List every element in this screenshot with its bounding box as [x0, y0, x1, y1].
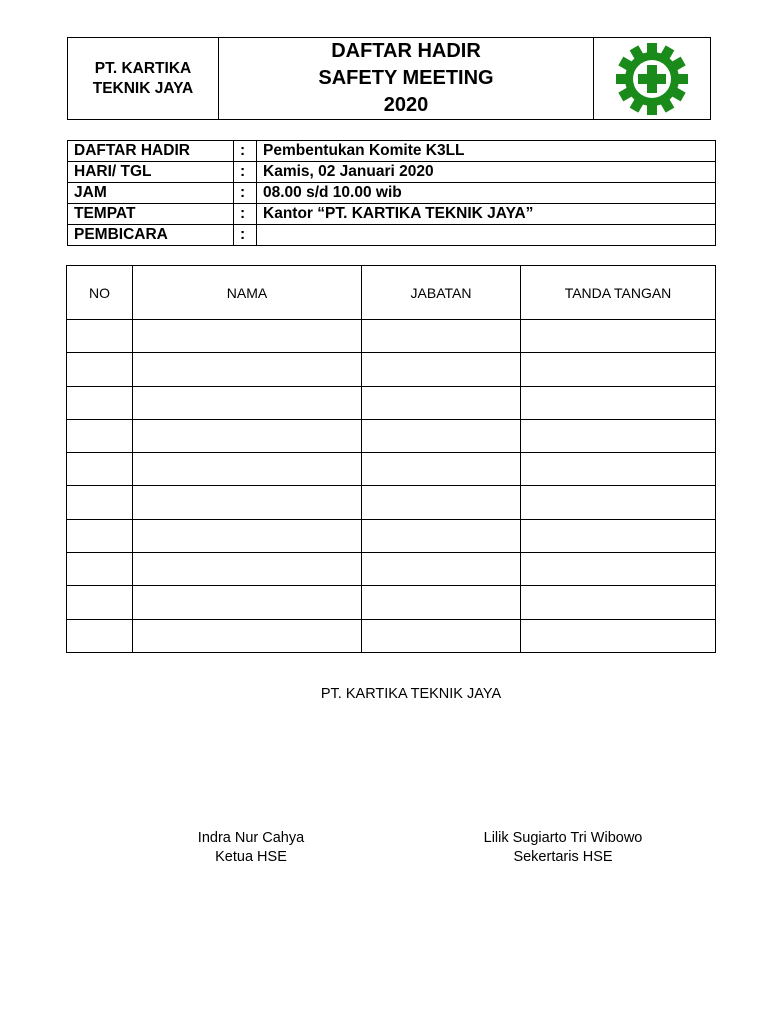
signer-role: Sekertaris HSE — [513, 849, 613, 865]
signature-company: PT. KARTIKA TEKNIK JAYA — [320, 686, 502, 702]
cell-jabatan[interactable] — [362, 519, 521, 552]
cell-nama[interactable] — [133, 320, 362, 353]
cell-tanda-tangan[interactable] — [521, 320, 716, 353]
cell-nama[interactable] — [133, 386, 362, 419]
document-title — [219, 38, 594, 120]
info-value: Kamis, 02 Januari 2020 — [257, 162, 716, 183]
info-colon: : — [234, 225, 257, 246]
cell-jabatan[interactable] — [362, 486, 521, 519]
signature-block-ketua — [181, 829, 321, 867]
cell-tanda-tangan[interactable] — [521, 553, 716, 586]
header-no: NO — [67, 266, 133, 320]
info-row — [68, 204, 716, 225]
cell-jabatan[interactable] — [362, 453, 521, 486]
cell-no[interactable] — [67, 519, 133, 552]
info-row — [68, 162, 716, 183]
title-line-1: DAFTAR HADIR — [331, 40, 481, 62]
cell-no[interactable] — [67, 453, 133, 486]
title-line-3: 2020 — [383, 94, 429, 116]
info-row — [68, 141, 716, 162]
cell-tanda-tangan[interactable] — [521, 486, 716, 519]
cell-no[interactable] — [67, 619, 133, 652]
cell-tanda-tangan[interactable] — [521, 386, 716, 419]
cell-jabatan[interactable] — [362, 386, 521, 419]
info-row — [68, 183, 716, 204]
attendance-header-row — [67, 266, 716, 320]
info-value: Kantor “PT. KARTIKA TEKNIK JAYA” — [257, 204, 716, 225]
info-colon: : — [234, 162, 257, 183]
table-row — [67, 320, 716, 353]
cell-jabatan[interactable] — [362, 553, 521, 586]
table-row — [67, 353, 716, 386]
title-line-2: SAFETY MEETING — [318, 67, 494, 89]
info-colon: : — [234, 204, 257, 225]
cell-tanda-tangan[interactable] — [521, 519, 716, 552]
cell-nama[interactable] — [133, 419, 362, 452]
document-header — [67, 37, 711, 120]
info-value: 08.00 s/d 10.00 wib — [257, 183, 716, 204]
cell-no[interactable] — [67, 386, 133, 419]
info-label: HARI/ TGL — [68, 162, 234, 183]
info-label: JAM — [68, 183, 234, 204]
info-value — [257, 225, 716, 246]
company-line-2: TEKNIK JAYA — [92, 79, 194, 97]
cell-jabatan[interactable] — [362, 353, 521, 386]
info-colon: : — [234, 183, 257, 204]
signature-block-sekertaris — [470, 829, 656, 867]
cell-nama[interactable] — [133, 619, 362, 652]
cell-no[interactable] — [67, 320, 133, 353]
cell-nama[interactable] — [133, 519, 362, 552]
cell-jabatan[interactable] — [362, 419, 521, 452]
cell-no[interactable] — [67, 353, 133, 386]
table-row — [67, 553, 716, 586]
info-label: DAFTAR HADIR — [68, 141, 234, 162]
signer-name: Lilik Sugiarto Tri Wibowo — [483, 830, 643, 846]
cell-no[interactable] — [67, 486, 133, 519]
cell-nama[interactable] — [133, 486, 362, 519]
cell-tanda-tangan[interactable] — [521, 353, 716, 386]
header-jabatan: JABATAN — [362, 266, 521, 320]
cell-nama[interactable] — [133, 453, 362, 486]
cell-tanda-tangan[interactable] — [521, 586, 716, 619]
header-nama: NAMA — [133, 266, 362, 320]
info-label: PEMBICARA — [68, 225, 234, 246]
meeting-info-table — [67, 140, 716, 246]
attendance-table — [66, 265, 716, 653]
cell-no[interactable] — [67, 419, 133, 452]
table-row — [67, 586, 716, 619]
info-colon: : — [234, 141, 257, 162]
cell-no[interactable] — [67, 586, 133, 619]
table-row — [67, 519, 716, 552]
info-label: TEMPAT — [68, 204, 234, 225]
signer-role: Ketua HSE — [215, 849, 287, 865]
cell-nama[interactable] — [133, 586, 362, 619]
table-row — [67, 619, 716, 652]
table-row — [67, 386, 716, 419]
info-value: Pembentukan Komite K3LL — [257, 141, 716, 162]
company-line-1: PT. KARTIKA — [94, 59, 192, 77]
cell-jabatan[interactable] — [362, 320, 521, 353]
cell-no[interactable] — [67, 553, 133, 586]
table-row — [67, 453, 716, 486]
header-tanda-tangan: TANDA TANGAN — [521, 266, 716, 320]
table-row — [67, 419, 716, 452]
cell-tanda-tangan[interactable] — [521, 419, 716, 452]
info-row — [68, 225, 716, 246]
cell-jabatan[interactable] — [362, 619, 521, 652]
company-name — [68, 38, 219, 120]
logo-cell — [594, 38, 711, 120]
cell-tanda-tangan[interactable] — [521, 453, 716, 486]
cell-nama[interactable] — [133, 553, 362, 586]
cell-nama[interactable] — [133, 353, 362, 386]
table-row — [67, 486, 716, 519]
cell-jabatan[interactable] — [362, 586, 521, 619]
k3-safety-gear-icon — [616, 43, 688, 115]
signer-name: Indra Nur Cahya — [197, 830, 305, 846]
cell-tanda-tangan[interactable] — [521, 619, 716, 652]
